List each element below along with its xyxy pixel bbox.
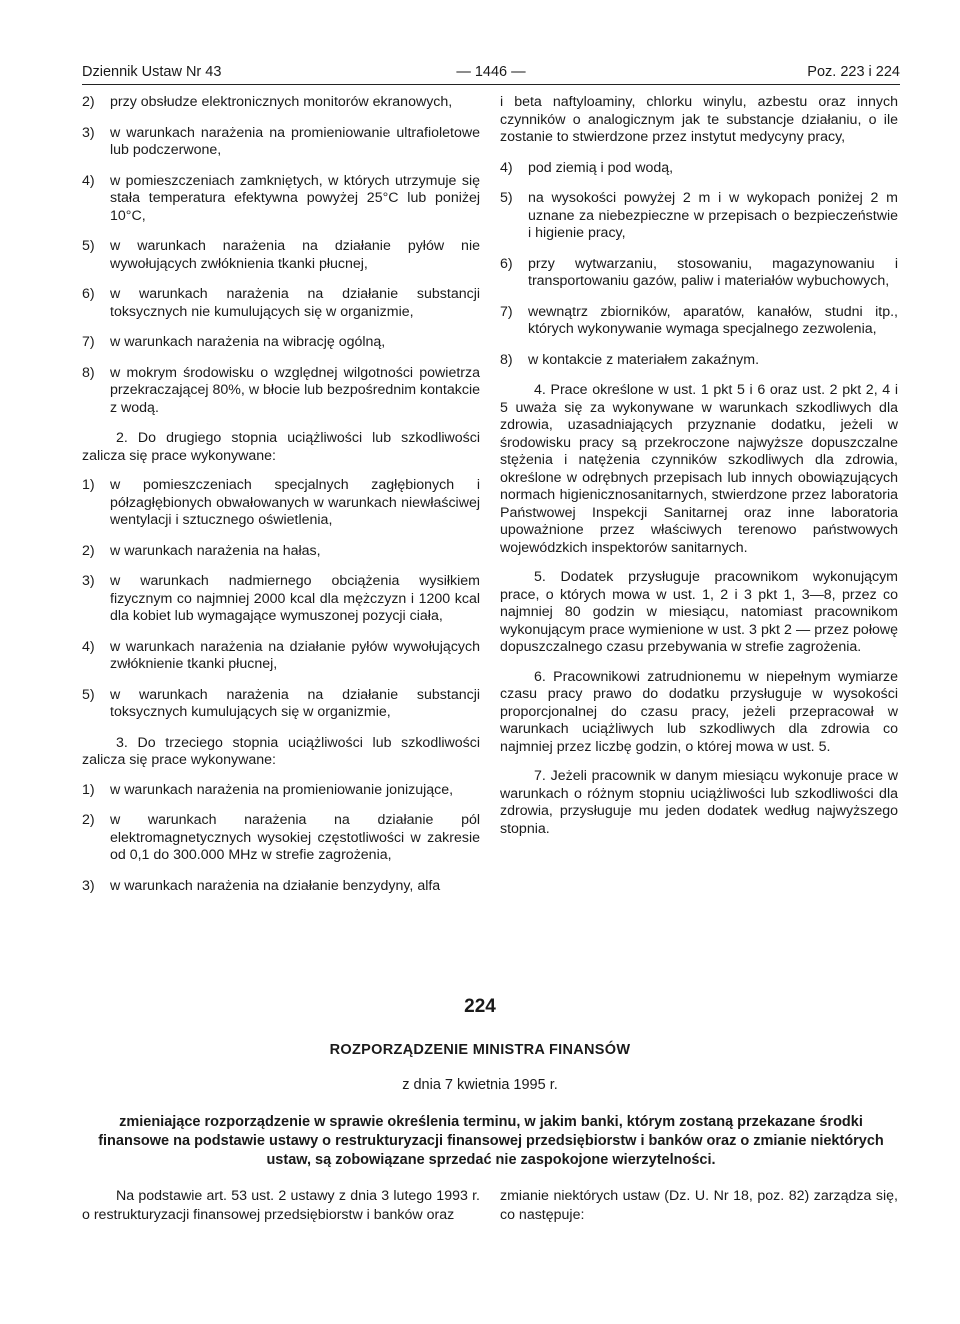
paragraph-4: 4. Prace określone w ust. 1 pkt 5 i 6 oraz ust. 2 pkt 2, 4 i 5 uważa się za wykonywane w warunkach szkodliwych dla zdrowia, uzasadniających przyznanie dodatku, jeżeli w środowisku pracy są przekroczone najwyższe dopuszczalne stężenia i natężenia czynników szkodliwych dla zdrowia, określone w odrębnych przepisach lub innych obowiązujących normach higienicznosanitarnych, stwierdzone przez laboratoria Państwowej Inspekcji Sanitarnej oraz inne laboratoria upoważnione przez właściwych terenowo państwowych wojewódzkich inspektorów sanitarnych. <box>500 382 898 556</box>
item-text: w kontakcie z materiałem zakaźnym. <box>528 351 760 368</box>
section-title: ROZPORZĄDZENIE MINISTRA FINANSÓW <box>329 1042 631 1058</box>
list-item <box>500 304 898 339</box>
paragraph-2: 2. Do drugiego stopnia uciążliwości lub szkodliwości zalicza się prace wykonywane: <box>82 430 480 464</box>
item-text: przy obsłudze elektronicznych monitorów ekranowych, <box>110 94 453 110</box>
paragraph-3: 3. Do trzeciego stopnia uciążliwości lub szkodliwości zalicza się prace wykonywane: <box>82 734 480 768</box>
paragraph-7: 7. Jeżeli pracownik w danym miesiącu wykonuje prace w warunkach o różnym stopniu uciążliwości lub szkodliwości dla zdrowia, przysługuje mu jeden dodatek według najwyższego stopnia. <box>500 768 898 837</box>
item-text: w warunkach narażenia na promieniowanie jonizujące, <box>110 781 454 798</box>
item-text: w warunkach narażenia na działanie pól elektromagnetycznych wysokiej częstotliwości w zakresie od 0,1 do 300.000 MHz w strefie zagrożenia, <box>110 812 480 863</box>
list-item <box>500 160 898 178</box>
continuation-text: i beta naftyloaminy, chlorku winylu, azbestu oraz innych czynników o analogicznym jak te substancje działaniu, o ile zostanie to stwierdzone przez instytut medycyny pracy, <box>500 94 898 145</box>
item-number: 3) <box>82 124 95 141</box>
list-item <box>500 256 898 291</box>
journal-title: Dziennik Ustaw Nr 43 <box>82 64 222 80</box>
page-header <box>82 60 900 85</box>
list-item <box>82 573 480 626</box>
item-number: 6) <box>500 255 513 272</box>
section-number: 224 <box>464 996 496 1017</box>
list-item <box>82 334 480 352</box>
item-text: w warunkach narażenia na wibrację ogólną, <box>110 334 386 350</box>
item-number: 3) <box>82 877 95 894</box>
list-item <box>82 365 480 418</box>
item-number: 5) <box>500 190 513 206</box>
left-column <box>82 94 480 908</box>
paragraph-5: 5. Dodatek przysługuje pracownikom wykonującym prace, o których mowa w ust. 1, 2 i 3 pkt 1, 3—8, przez co najmniej 80 godzin w miesiącu, natomiast pracownikom wykonującym prace wymienione w ust. 3 pkt 2 — przez połowę dopuszczalnego czasu przebywania w strefie zagrożenia. <box>500 569 898 655</box>
list-item <box>500 352 898 370</box>
list-item <box>82 125 480 160</box>
item-number: 5) <box>82 686 95 703</box>
item-text: w warunkach narażenia na hałas, <box>110 542 321 559</box>
list-item <box>82 477 480 530</box>
item-number: 6) <box>82 286 95 302</box>
list-item <box>500 190 898 243</box>
item-number: 5) <box>82 238 95 254</box>
list-item <box>82 782 480 800</box>
paragraph-6: 6. Pracownikowi zatrudnionemu w niepełnym wymiarze czasu pracy prawo do dodatku przysługuje w wysokości proporcjonalnej do czasu pracy, jeżeli przepracował w warunkach uciążliwych lub szkodliwych dla zdrowia co najmniej przez liczbę godzin, o której mowa w ust. 5. <box>500 668 898 755</box>
item-text: przy wytwarzaniu, stosowaniu, magazynowaniu i transportowaniu gazów, paliw i materiałów wybuchowych, <box>528 255 898 289</box>
item-number: 8) <box>82 364 95 381</box>
item-text: w mokrym środowisku o względnej wilgotności powietrza przekraczającej 80%, w błocie lub bezpośrednim kontakcie z wodą. <box>110 364 480 416</box>
item-number: 7) <box>82 334 95 350</box>
item-number: 2) <box>82 812 95 828</box>
list-item <box>82 173 480 226</box>
item-text: pod ziemią i pod wodą, <box>528 159 674 176</box>
list-item <box>82 286 480 321</box>
section-subject: zmieniające rozporządzenie w sprawie określenia terminu, w jakim banki, którym zostaną przekazane środki finansowe na podstawie ustawy o restrukturyzacji finansowej przedsiębiorstw i banków oraz o zmianie niektórych ustaw, są zobowiązane sprzedać nie zaspokojone wierzytelności. <box>98 1114 884 1168</box>
item-text: w warunkach nadmiernego obciążenia wysiłkiem fizycznym co najmniej 2000 kcal dla mężczyzn i 1200 kcal dla kobiet lub wymagające wymuszonej pozycji ciała, <box>110 573 480 624</box>
item-text: w warunkach narażenia na działanie substancji toksycznych nie kumulujących się w organizmie, <box>110 286 480 320</box>
list-item <box>82 687 480 722</box>
item-text: wewnątrz zbiorników, aparatów, kanałów, studni itp., których wykonywanie wymaga specjalnego zezwolenia, <box>528 303 898 337</box>
item-number: 1) <box>82 477 95 493</box>
item-number: 8) <box>500 351 513 368</box>
list-item <box>82 878 480 896</box>
item-number: 4) <box>500 159 513 176</box>
item-text: w warunkach narażenia na działanie pyłów nie wywołujących zwłóknienia tkanki płucnej, <box>110 238 480 272</box>
item-number: 3) <box>82 573 95 589</box>
item-text: na wysokości powyżej 2 m i w wykopach poniżej 2 m uznane za niebezpieczne w przepisach o bezpieczeństwie i higienie pracy, <box>528 190 898 241</box>
item-number: 4) <box>82 172 95 189</box>
item-number: 1) <box>82 781 95 798</box>
list-item <box>82 94 480 112</box>
item-text: w warunkach narażenia na działanie substancji toksycznych kumulujących się w organizmie, <box>110 686 480 720</box>
list-item <box>82 238 480 273</box>
page-number: — 1446 — <box>456 64 526 80</box>
list-item <box>82 639 480 674</box>
item-number: 2) <box>82 94 95 110</box>
item-text: w warunkach narażenia na działanie benzydyny, alfa <box>110 877 441 894</box>
body-left: Na podstawie art. 53 ust. 2 ustawy z dnia 3 lutego 1993 r. o restrukturyzacji finansowej przedsiębiorstw i banków oraz <box>82 1188 480 1223</box>
right-column <box>500 94 898 850</box>
list-item <box>82 543 480 561</box>
item-text: w pomieszczeniach zamkniętych, w których utrzymuje się stała temperatura efektywna powyżej 25°C lub poniżej 10°C, <box>110 172 480 224</box>
list-item <box>82 812 480 865</box>
item-number: 4) <box>82 638 95 655</box>
item-text: w warunkach narażenia na promieniowanie ultrafioletowe lub podczerwone, <box>110 124 480 158</box>
item-text: w warunkach narażenia na działanie pyłów wywołujących zwłóknienie tkanki płucnej, <box>110 638 480 672</box>
item-number: 7) <box>500 303 513 320</box>
item-text: w pomieszczeniach specjalnych zagłębionych i półzagłębionych obwałowanych w warunkach niewłaściwej wentylacji i sztucznego oświetlenia, <box>110 477 480 528</box>
item-number: 2) <box>82 542 95 559</box>
section-date: z dnia 7 kwietnia 1995 r. <box>402 1077 558 1093</box>
position-ref: Poz. 223 i 224 <box>807 64 900 80</box>
body-right: zmianie niektórych ustaw (Dz. U. Nr 18, poz. 82) zarządza się, co następuje: <box>500 1188 898 1223</box>
